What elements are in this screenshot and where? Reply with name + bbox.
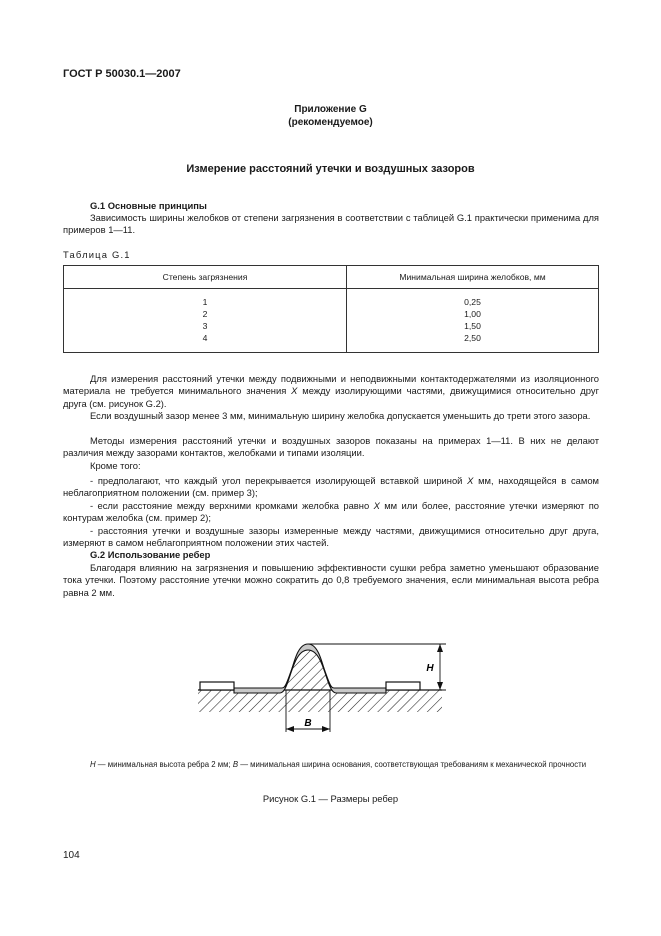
text-span: - расстояния утечки и воздушные зазоры измеренные между частями, движущимися относительно друг друга, измеряют в самом неблагоприятном положении этих частей.	[63, 525, 599, 549]
table-caption: Таблица G.1	[63, 249, 131, 260]
text-span: мм или более, расстояние утечки измеряют по контурам желобка (см. пример 2);	[63, 500, 599, 524]
appendix-title: Приложение G	[294, 104, 367, 115]
rib-dimensions-figure	[190, 632, 455, 740]
appendix-subtitle: (рекомендуемое)	[288, 117, 373, 128]
table-cell-degree	[64, 289, 347, 353]
section-g1-text	[63, 212, 599, 237]
paragraph-besides	[63, 460, 599, 472]
list-item-groove	[63, 500, 599, 525]
table-cell-value: 3	[202, 321, 208, 331]
text-span: - предполагают, что каждый угол перекрывается изолирующей вставкой шириной	[90, 475, 468, 486]
table-cell-value: 0,25	[464, 297, 481, 307]
section-g1-text-content: Зависимость ширины желобков от степени загрязнения в соответствии с таблицей G.1 практически применима для примеров 1—11.	[63, 212, 599, 236]
table-header-cell: Степень загрязнения	[64, 266, 347, 289]
text-span: - если расстояние между верхними кромками желобка равно	[90, 500, 374, 511]
paragraph-air-gap	[63, 410, 599, 422]
left-contact-plate	[200, 682, 234, 690]
table-cell-value: 2,50	[464, 333, 481, 343]
table-cell-value: 4	[202, 333, 208, 343]
pollution-table	[63, 265, 599, 353]
text-span: Кроме того:	[90, 460, 141, 471]
rib-body	[280, 650, 336, 690]
variable-x: X	[291, 385, 298, 397]
variable-h: H	[90, 760, 96, 769]
table-cell-value: 1,00	[464, 309, 481, 319]
paragraph-methods	[63, 435, 599, 460]
variable-x: X	[467, 475, 474, 486]
text-span: Если воздушный зазор менее 3 мм, минимальную ширину желобка допускается уменьшить до трети этого зазора.	[90, 410, 591, 421]
appendix-header	[0, 103, 661, 129]
section-g2-text	[63, 562, 599, 599]
figure-note	[63, 759, 599, 770]
table-cell-value: 1	[202, 297, 208, 307]
table-cell-value: 1,50	[464, 321, 481, 331]
table-header-cell: Минимальная ширина желобков, мм	[347, 266, 599, 289]
table-row	[64, 289, 599, 353]
right-contact-plate	[386, 682, 420, 690]
table-cell-value: 2	[202, 309, 208, 319]
section-g1-heading: G.1 Основные принципы	[90, 200, 207, 211]
text-span: — минимальная ширина основания, соответствующая требованиям к механической прочности	[238, 760, 587, 769]
document-id: ГОСТ Р 50030.1—2007	[63, 68, 181, 80]
variable-b: B	[232, 760, 239, 769]
figure-title: Рисунок G.1 — Размеры ребер	[262, 793, 399, 804]
page-number: 104	[63, 850, 80, 861]
variable-x: X	[373, 500, 380, 511]
text-span: между изолирующими частями, движущимися относительно друг друга (см. рисунок G.2).	[63, 385, 599, 409]
text-span: — минимальная высота ребра 2 мм;	[95, 760, 233, 769]
list-item-corner	[63, 475, 599, 500]
list-item-moving-parts	[63, 525, 599, 550]
section-g2-heading: G.2 Использование ребер	[90, 549, 211, 560]
label-b: B	[304, 718, 312, 729]
text-span: Для измерения расстояний утечки между подвижными и неподвижными контактодержателями из изоляционного материала не требуется минимального значения	[63, 373, 599, 397]
label-h: H	[426, 663, 434, 674]
text-span: Методы измерения расстояний утечки и воздушных зазоров показаны на примерах 1—11. В них не делают различия между зазорами контактов, желобками и типами изоляции.	[63, 435, 599, 459]
table-cell-width	[347, 289, 599, 353]
paragraph-creepage-contact-holders	[63, 373, 599, 410]
main-title: Измерение расстояний утечки и воздушных зазоров	[186, 163, 475, 175]
text-span: мм, находящейся в самом неблагоприятном положении (см. пример 3);	[63, 475, 599, 499]
section-g2-text-content: Благодаря влиянию на загрязнения и повышению эффективности сушки ребра заметно уменьшают образование тока утечки. Поэтому расстояние утечки можно сократить до 0,8 требуемого значения, если минимальная высота ребра равна 2 мм.	[63, 562, 599, 598]
